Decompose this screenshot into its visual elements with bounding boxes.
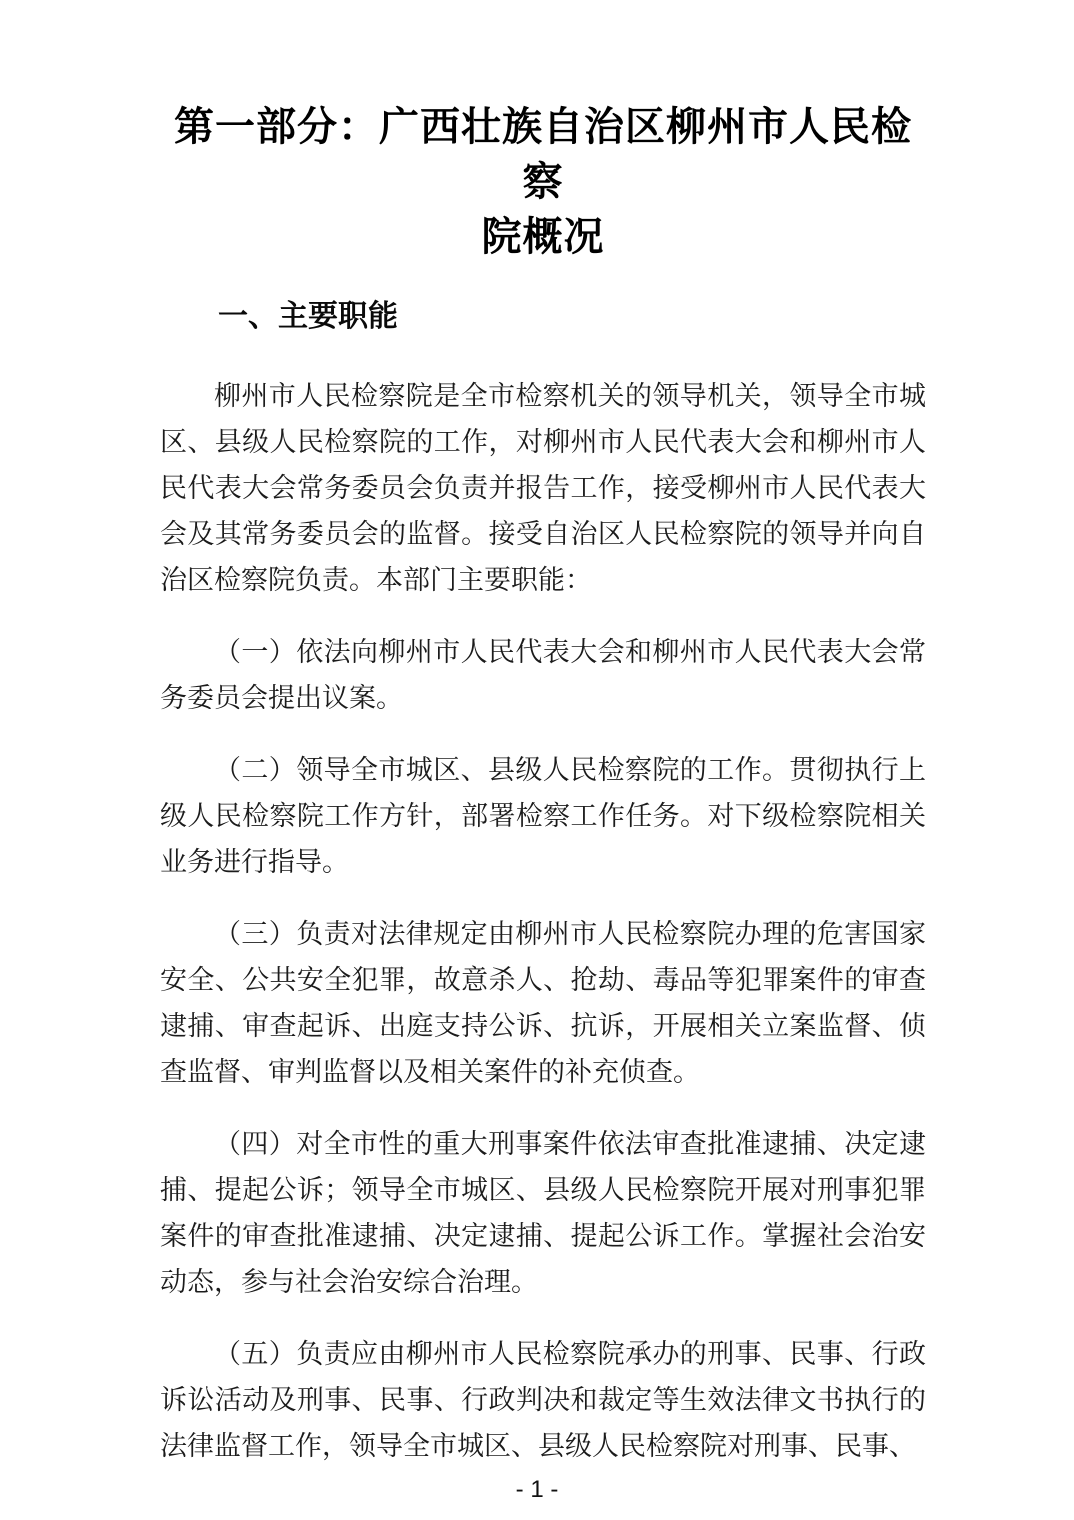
paragraph-item-2: （二）领导全市城区、县级人民检察院的工作。贯彻执行上级人民检察院工作方针，部署检察工作任务。对下级检察院相关业务进行指导。 xyxy=(160,755,926,877)
paragraph-intro: 柳州市人民检察院是全市检察机关的领导机关，领导全市城区、县级人民检察院的工作，对柳州市人民代表大会和柳州市人民代表大会常务委员会负责并报告工作，接受柳州市人民代表大会及其常务委员会的监督。接受自治区人民检察院的领导并向自治区检察院负责。本部门主要职能： xyxy=(160,381,926,595)
page-number: - 1 - xyxy=(515,1476,559,1503)
paragraph-item-4: （四）对全市性的重大刑事案件依法审查批准逮捕、决定逮捕、提起公诉；领导全市城区、县级人民检察院开展对刑事犯罪案件的审查批准逮捕、决定逮捕、提起公诉工作。掌握社会治安动态，参与社会治安综合治理。 xyxy=(160,1129,926,1297)
document-body xyxy=(160,373,926,1469)
document-title xyxy=(160,100,926,265)
paragraph-item-3: （三）负责对法律规定由柳州市人民检察院办理的危害国家安全、公共安全犯罪，故意杀人、抢劫、毒品等犯罪案件的审查逮捕、审查起诉、出庭支持公诉、抗诉，开展相关立案监督、侦查监督、审判监督以及相关案件的补充侦查。 xyxy=(160,919,926,1087)
section-heading-main-functions: 一、主要职能 xyxy=(218,300,398,333)
document-title-line-2: 院概况 xyxy=(481,215,605,259)
document-title-line-1: 第一部分：广西壮族自治区柳州市人民检察 xyxy=(174,105,912,204)
paragraph-item-5: （五）负责应由柳州市人民检察院承办的刑事、民事、行政诉讼活动及刑事、民事、行政判决和裁定等生效法律文书执行的法律监督工作，领导全市城区、县级人民检察院对刑事、民事、 xyxy=(160,1339,926,1461)
paragraph-item-1: （一）依法向柳州市人民代表大会和柳州市人民代表大会常务委员会提出议案。 xyxy=(160,637,926,713)
